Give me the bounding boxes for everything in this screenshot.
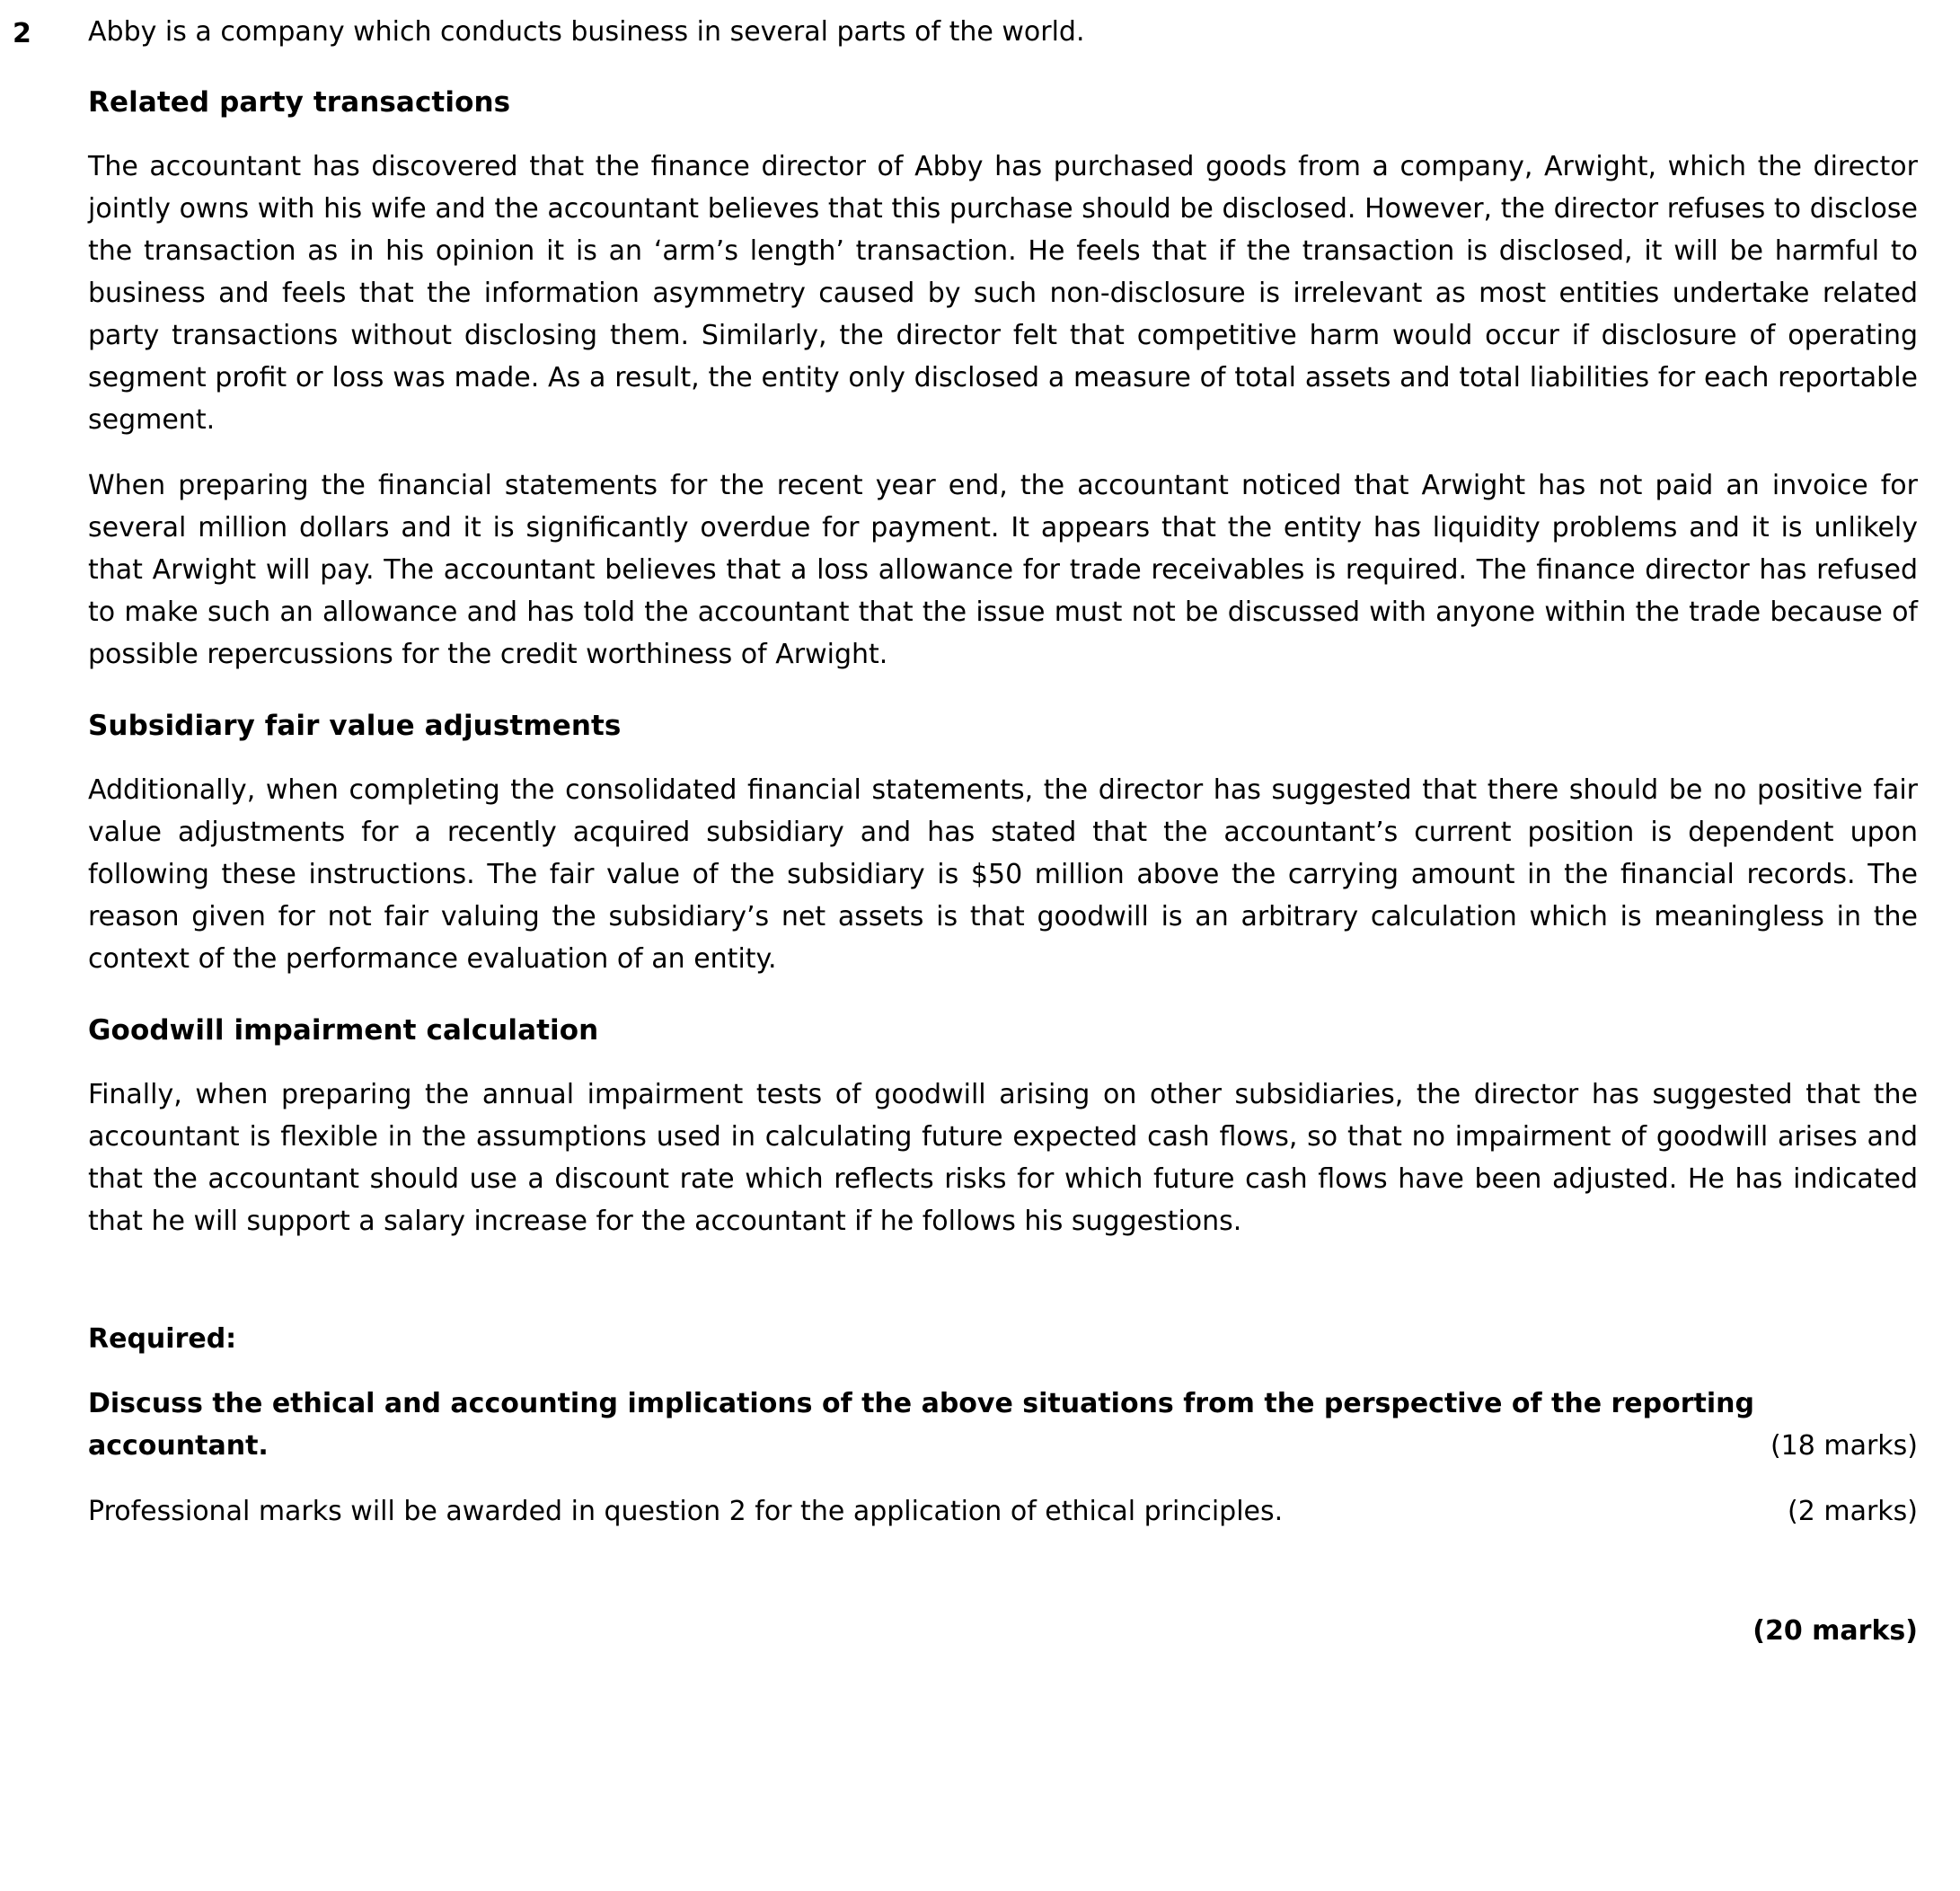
section-paragraph: Additionally, when completing the consolidated financial statements, the director has suggested that there should be no positive fair value adjustments for a recently acquired subsidiary and has stated that the accountant’s current position is dependent upon following these instructions. The fair value of the subsidiary is $50 million above the carrying amount in the financial records. The reason given for not fair valuing the subsidiary’s net assets is that goodwill is an arbitrary calculation which is meaningless in the context of the performance evaluation of an entity. [88, 774, 1918, 975]
question-body [88, 13, 1918, 1652]
professional-marks-text: Professional marks will be awarded in question 2 for the application of ethical principles. [88, 1496, 1284, 1527]
question-number: 2 [13, 18, 31, 49]
question-intro: Abby is a company which conducts business in several parts of the world. [88, 16, 1085, 48]
required-label: Required: [88, 1323, 237, 1355]
section-heading-goodwill-impairment-calculation: Goodwill impairment calculation [88, 1014, 599, 1047]
requirement-block [88, 1383, 1918, 1467]
requirement-text-lastline: accountant. [88, 1430, 269, 1462]
professional-marks-row [88, 1490, 1918, 1533]
requirement-text [88, 1383, 1918, 1467]
question-row [13, 13, 1918, 1652]
section-paragraph: When preparing the financial statements for the recent year end, the accountant noticed that Arwight has not paid an invoice for several million dollars and it is significantly overdue for payment. It appears that the entity has liquidity problems and it is unlikely that Arwight will pay. The accountant believes that a loss allowance for trade receivables is required. The finance director has refused to make such an allowance and has told the accountant that the issue must not be discussed with anyone within the trade because of possible repercussions for the credit worthiness of Arwight. [88, 470, 1918, 670]
total-marks: (20 marks) [1753, 1615, 1918, 1647]
section-paragraph: Finally, when preparing the annual impairment tests of goodwill arising on other subsidiaries, the director has suggested that the accountant is flexible in the assumptions used in calculating future expected cash flows, so that no impairment of goodwill arises and that the accountant should use a discount rate which reflects risks for which future cash flows have been adjusted. He has indicated that he will support a salary increase for the accountant if he follows his suggestions. [88, 1079, 1918, 1237]
requirement-text-main: Discuss the ethical and accounting implications of the above situations from the perspective of the reporting [88, 1388, 1754, 1419]
section-paragraph: The accountant has discovered that the finance director of Abby has purchased goods from a company, Arwight, which the director jointly owns with his wife and the accountant believes that this purchase should be disclosed. However, the director refuses to disclose the transaction as in his opinion it is an ‘arm’s length’ transaction. He feels that if the transaction is disclosed, it will be harmful to business and feels that the information asymmetry caused by such non-disclosure is irrelevant as most entities undertake related party transactions without disclosing them. Similarly, the director felt that competitive harm would occur if disclosure of operating segment profit or loss was made. As a result, the entity only disclosed a measure of total assets and total liabilities for each reportable segment. [88, 151, 1918, 436]
requirement-marks: (18 marks) [1770, 1430, 1918, 1462]
professional-marks-value: (2 marks) [1788, 1496, 1918, 1527]
section-heading-subsidiary-fair-value-adjustments: Subsidiary fair value adjustments [88, 710, 622, 742]
section-heading-related-party-transactions: Related party transactions [88, 86, 511, 119]
